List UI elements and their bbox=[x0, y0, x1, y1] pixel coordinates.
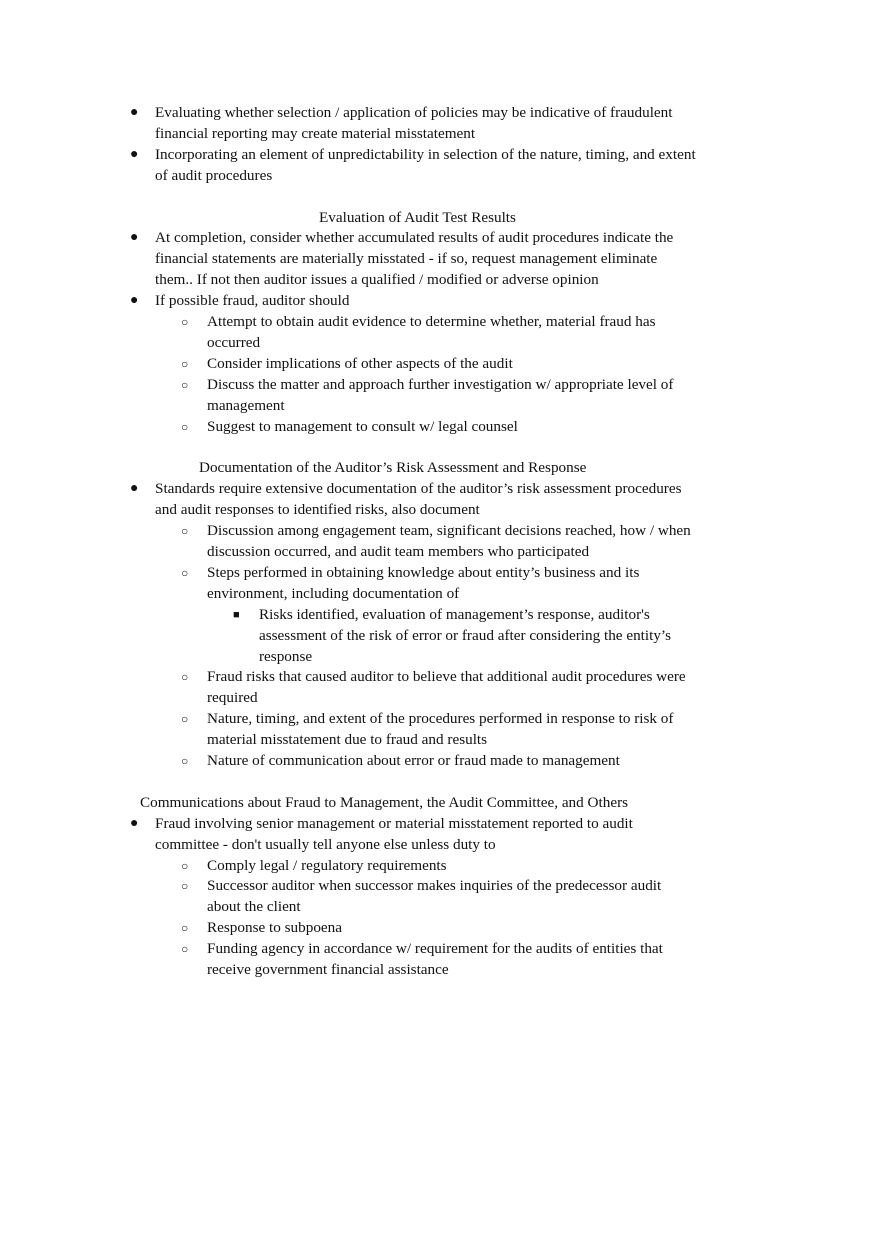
text-line: response bbox=[259, 647, 313, 665]
section-heading-documentation: Documentation of the Auditor’s Risk Assessment and Response bbox=[199, 459, 587, 477]
text-line: At completion, consider whether accumulated results of audit procedures indicate the bbox=[155, 229, 674, 247]
text-line: environment, including documentation of bbox=[207, 584, 460, 602]
text-line: Funding agency in accordance w/ requirement for the audits of entities that bbox=[207, 940, 663, 958]
bullet-marker: ○ bbox=[181, 356, 189, 371]
text-line: Response to subpoena bbox=[207, 919, 342, 937]
text-line: Nature, timing, and extent of the procedures performed in response to risk of bbox=[207, 710, 674, 728]
list-item bbox=[130, 667, 780, 709]
text-line: Attempt to obtain audit evidence to determine whether, material fraud has bbox=[207, 313, 656, 331]
text-line: Nature of communication about error or fraud made to management bbox=[207, 752, 620, 770]
section-heading-communications: Communications about Fraud to Management, the Audit Committee, and Others bbox=[140, 793, 629, 811]
list-item bbox=[130, 375, 780, 417]
bullet-marker: ○ bbox=[181, 419, 189, 434]
list-item bbox=[130, 291, 780, 312]
bullet-marker: ○ bbox=[181, 315, 189, 330]
text-line: occurred bbox=[207, 333, 261, 351]
text-line: Steps performed in obtaining knowledge about entity’s business and its bbox=[207, 563, 640, 581]
list-item bbox=[130, 103, 780, 145]
text-line: Discussion among engagement team, significant decisions reached, how / when bbox=[207, 522, 691, 540]
text-line: Fraud involving senior management or material misstatement reported to audit bbox=[155, 814, 633, 832]
text-line: and audit responses to identified risks, also document bbox=[155, 501, 480, 519]
section-heading-evaluation: Evaluation of Audit Test Results bbox=[319, 208, 516, 226]
list-item bbox=[130, 354, 780, 375]
list-item bbox=[130, 563, 780, 605]
list-item bbox=[130, 918, 780, 939]
bullet-marker: ● bbox=[130, 481, 139, 497]
text-line: Evaluating whether selection / application of policies may be indicative of fraudulent bbox=[155, 104, 673, 121]
text-line: Successor auditor when successor makes inquiries of the predecessor audit bbox=[207, 877, 662, 895]
bullet-marker: ○ bbox=[181, 942, 189, 957]
list-item bbox=[130, 145, 780, 187]
list-item bbox=[130, 605, 780, 668]
text-line: Discuss the matter and approach further investigation w/ appropriate level of bbox=[207, 375, 674, 393]
text-line: Risks identified, evaluation of management’s response, auditor's bbox=[259, 605, 650, 623]
text-line: committee - don't usually tell anyone else unless duty to bbox=[155, 835, 496, 853]
bullet-marker: ○ bbox=[181, 377, 189, 392]
list-item bbox=[130, 228, 780, 291]
text-line: discussion occurred, and audit team members who participated bbox=[207, 543, 590, 560]
text-line: financial statements are materially misstated - if so, request management eliminate bbox=[155, 250, 658, 268]
list-item bbox=[130, 709, 780, 751]
text-line: Consider implications of other aspects of the audit bbox=[207, 354, 513, 372]
text-line: management bbox=[207, 396, 285, 414]
text-line: Fraud risks that caused auditor to believe that additional audit procedures were bbox=[207, 668, 686, 686]
list-item bbox=[130, 876, 780, 918]
bullet-marker: ● bbox=[130, 105, 139, 120]
list-item bbox=[130, 417, 780, 438]
bullet-marker: ● bbox=[130, 815, 139, 831]
list-item bbox=[130, 856, 780, 877]
bullet-marker: ● bbox=[130, 293, 139, 309]
bullet-marker: ○ bbox=[181, 921, 189, 936]
bullet-marker: ○ bbox=[181, 670, 189, 685]
text-line: them.. If not then auditor issues a qualified / modified or adverse opinion bbox=[155, 271, 599, 289]
list-item bbox=[130, 751, 780, 772]
list-item bbox=[130, 521, 780, 563]
text-line: If possible fraud, auditor should bbox=[155, 292, 350, 310]
list-item bbox=[130, 479, 780, 521]
text-line: Standards require extensive documentation of the auditor’s risk assessment procedures bbox=[155, 480, 682, 498]
bullet-marker: ● bbox=[130, 146, 139, 162]
text-line: assessment of the risk of error or fraud after considering the entity’s bbox=[259, 626, 672, 644]
text-line: receive government financial assistance bbox=[207, 961, 449, 979]
text-line: of audit procedures bbox=[155, 166, 273, 184]
bullet-marker: ○ bbox=[181, 754, 189, 769]
list-item bbox=[130, 814, 780, 856]
text-line: Suggest to management to consult w/ legal counsel bbox=[207, 417, 518, 435]
list-item bbox=[130, 939, 780, 981]
text-line: about the client bbox=[207, 898, 301, 916]
text-line: financial reporting may create material misstatement bbox=[155, 124, 476, 142]
bullet-marker: ■ bbox=[233, 608, 240, 621]
text-line: Comply legal / regulatory requirements bbox=[207, 856, 447, 874]
bullet-marker: ○ bbox=[181, 565, 189, 580]
text-line: required bbox=[207, 689, 258, 707]
bullet-marker: ○ bbox=[181, 858, 189, 873]
bullet-marker: ○ bbox=[181, 524, 189, 539]
bullet-marker: ○ bbox=[181, 879, 189, 894]
text-line: material misstatement due to fraud and results bbox=[207, 731, 488, 749]
text-line: Incorporating an element of unpredictability in selection of the nature, timing, and extent bbox=[155, 145, 696, 163]
list-item bbox=[130, 312, 780, 354]
bullet-marker: ● bbox=[130, 230, 139, 246]
bullet-marker: ○ bbox=[181, 712, 189, 727]
